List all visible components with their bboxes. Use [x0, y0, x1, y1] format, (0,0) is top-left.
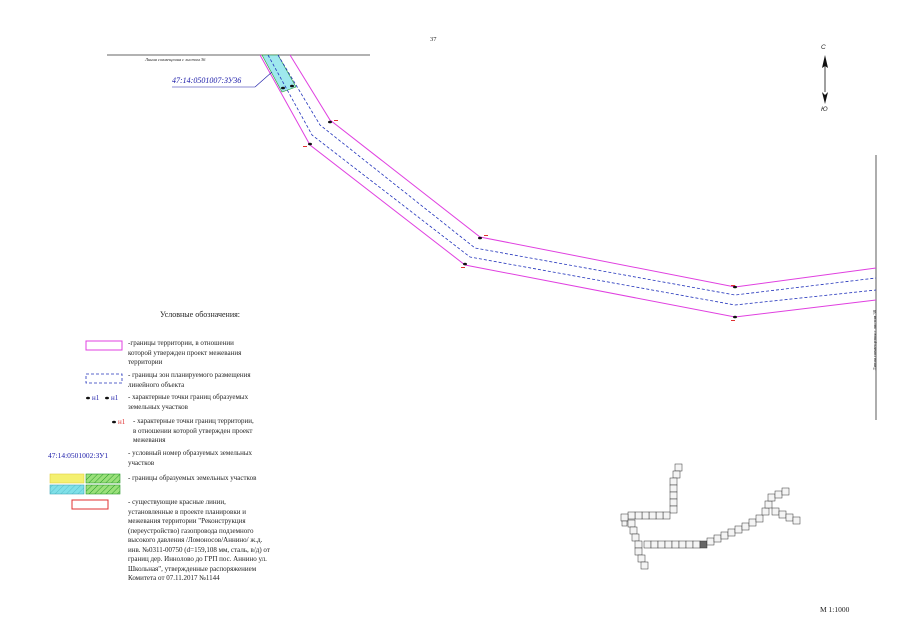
legend-red-rect	[72, 500, 108, 509]
legend-item-text: -границы территории, в отношении которой утвержден проект межевания территории	[128, 339, 242, 366]
legend-point-label-b: н1	[111, 394, 119, 402]
boundary-point-marks	[303, 120, 735, 321]
legend-point-a	[86, 397, 90, 400]
legend-cadastral-label: 47:14:0501002:ЗУ1	[48, 451, 109, 460]
north-arrow	[822, 55, 828, 104]
legend-item-text: - существующие красные линии, установленные в проекте планировки и межевания территории "Реконструкция (переустройство) газопровода подземного высокого давления /Ломоносов/Аннино/ ж.д. инв. №0311-00750 (d=159,108 мм, сталь, в/д) от границ дер. Иннолово до ГРП пос. Аннино ул. Школьная", утвержденные распоряжением Комитета от 07.11.2017 №1144	[128, 498, 270, 582]
legend-title: Условные обозначения:	[160, 310, 241, 319]
legend-hatch-cyan	[50, 485, 84, 494]
legend-blue-dashed-rect	[86, 374, 122, 383]
side-match-line-label: Линия совмещения с листом 38	[872, 310, 877, 371]
page-number: 37	[430, 36, 437, 43]
legend-hatch-green-1	[86, 474, 120, 483]
top-match-line-label: Линия совмещения с листом 36	[145, 57, 206, 62]
legend-hatch-green-2	[86, 485, 120, 494]
legend-point-b	[105, 397, 109, 400]
legend-item-text: - границы зон планируемого размещения линейного объекта	[128, 371, 251, 389]
legend-point-label-a: н1	[92, 394, 100, 402]
legend-magenta-rect	[86, 341, 122, 350]
legend-hatch-yellow	[50, 474, 84, 483]
sheet-index-map	[621, 464, 800, 569]
legend-item-text: - характерные точки границ образуемых земельных участков	[128, 393, 249, 411]
legend-point-red	[112, 421, 116, 424]
map-scale: М 1:1000	[820, 605, 850, 614]
legend-item-text: - характерные точки границ территории, в отношении которой утвержден проект межевания	[133, 417, 254, 444]
legend-item-text: - границы образуемых земельных участков	[128, 474, 257, 482]
zone-boundary-lower	[268, 55, 876, 305]
legend-point-label-red: н1	[118, 418, 126, 426]
territory-boundary-lower	[260, 55, 876, 317]
compass-south-label: Ю	[821, 106, 828, 113]
compass-north-label: С	[821, 44, 826, 51]
parcel-leader-d	[255, 72, 272, 87]
zone-boundary-upper	[278, 55, 876, 295]
parcel-cadastral-label: 47:14:0501007:ЗУ36	[172, 76, 242, 85]
legend-item-text: - условный номер образуемых земельных участков	[128, 449, 253, 467]
